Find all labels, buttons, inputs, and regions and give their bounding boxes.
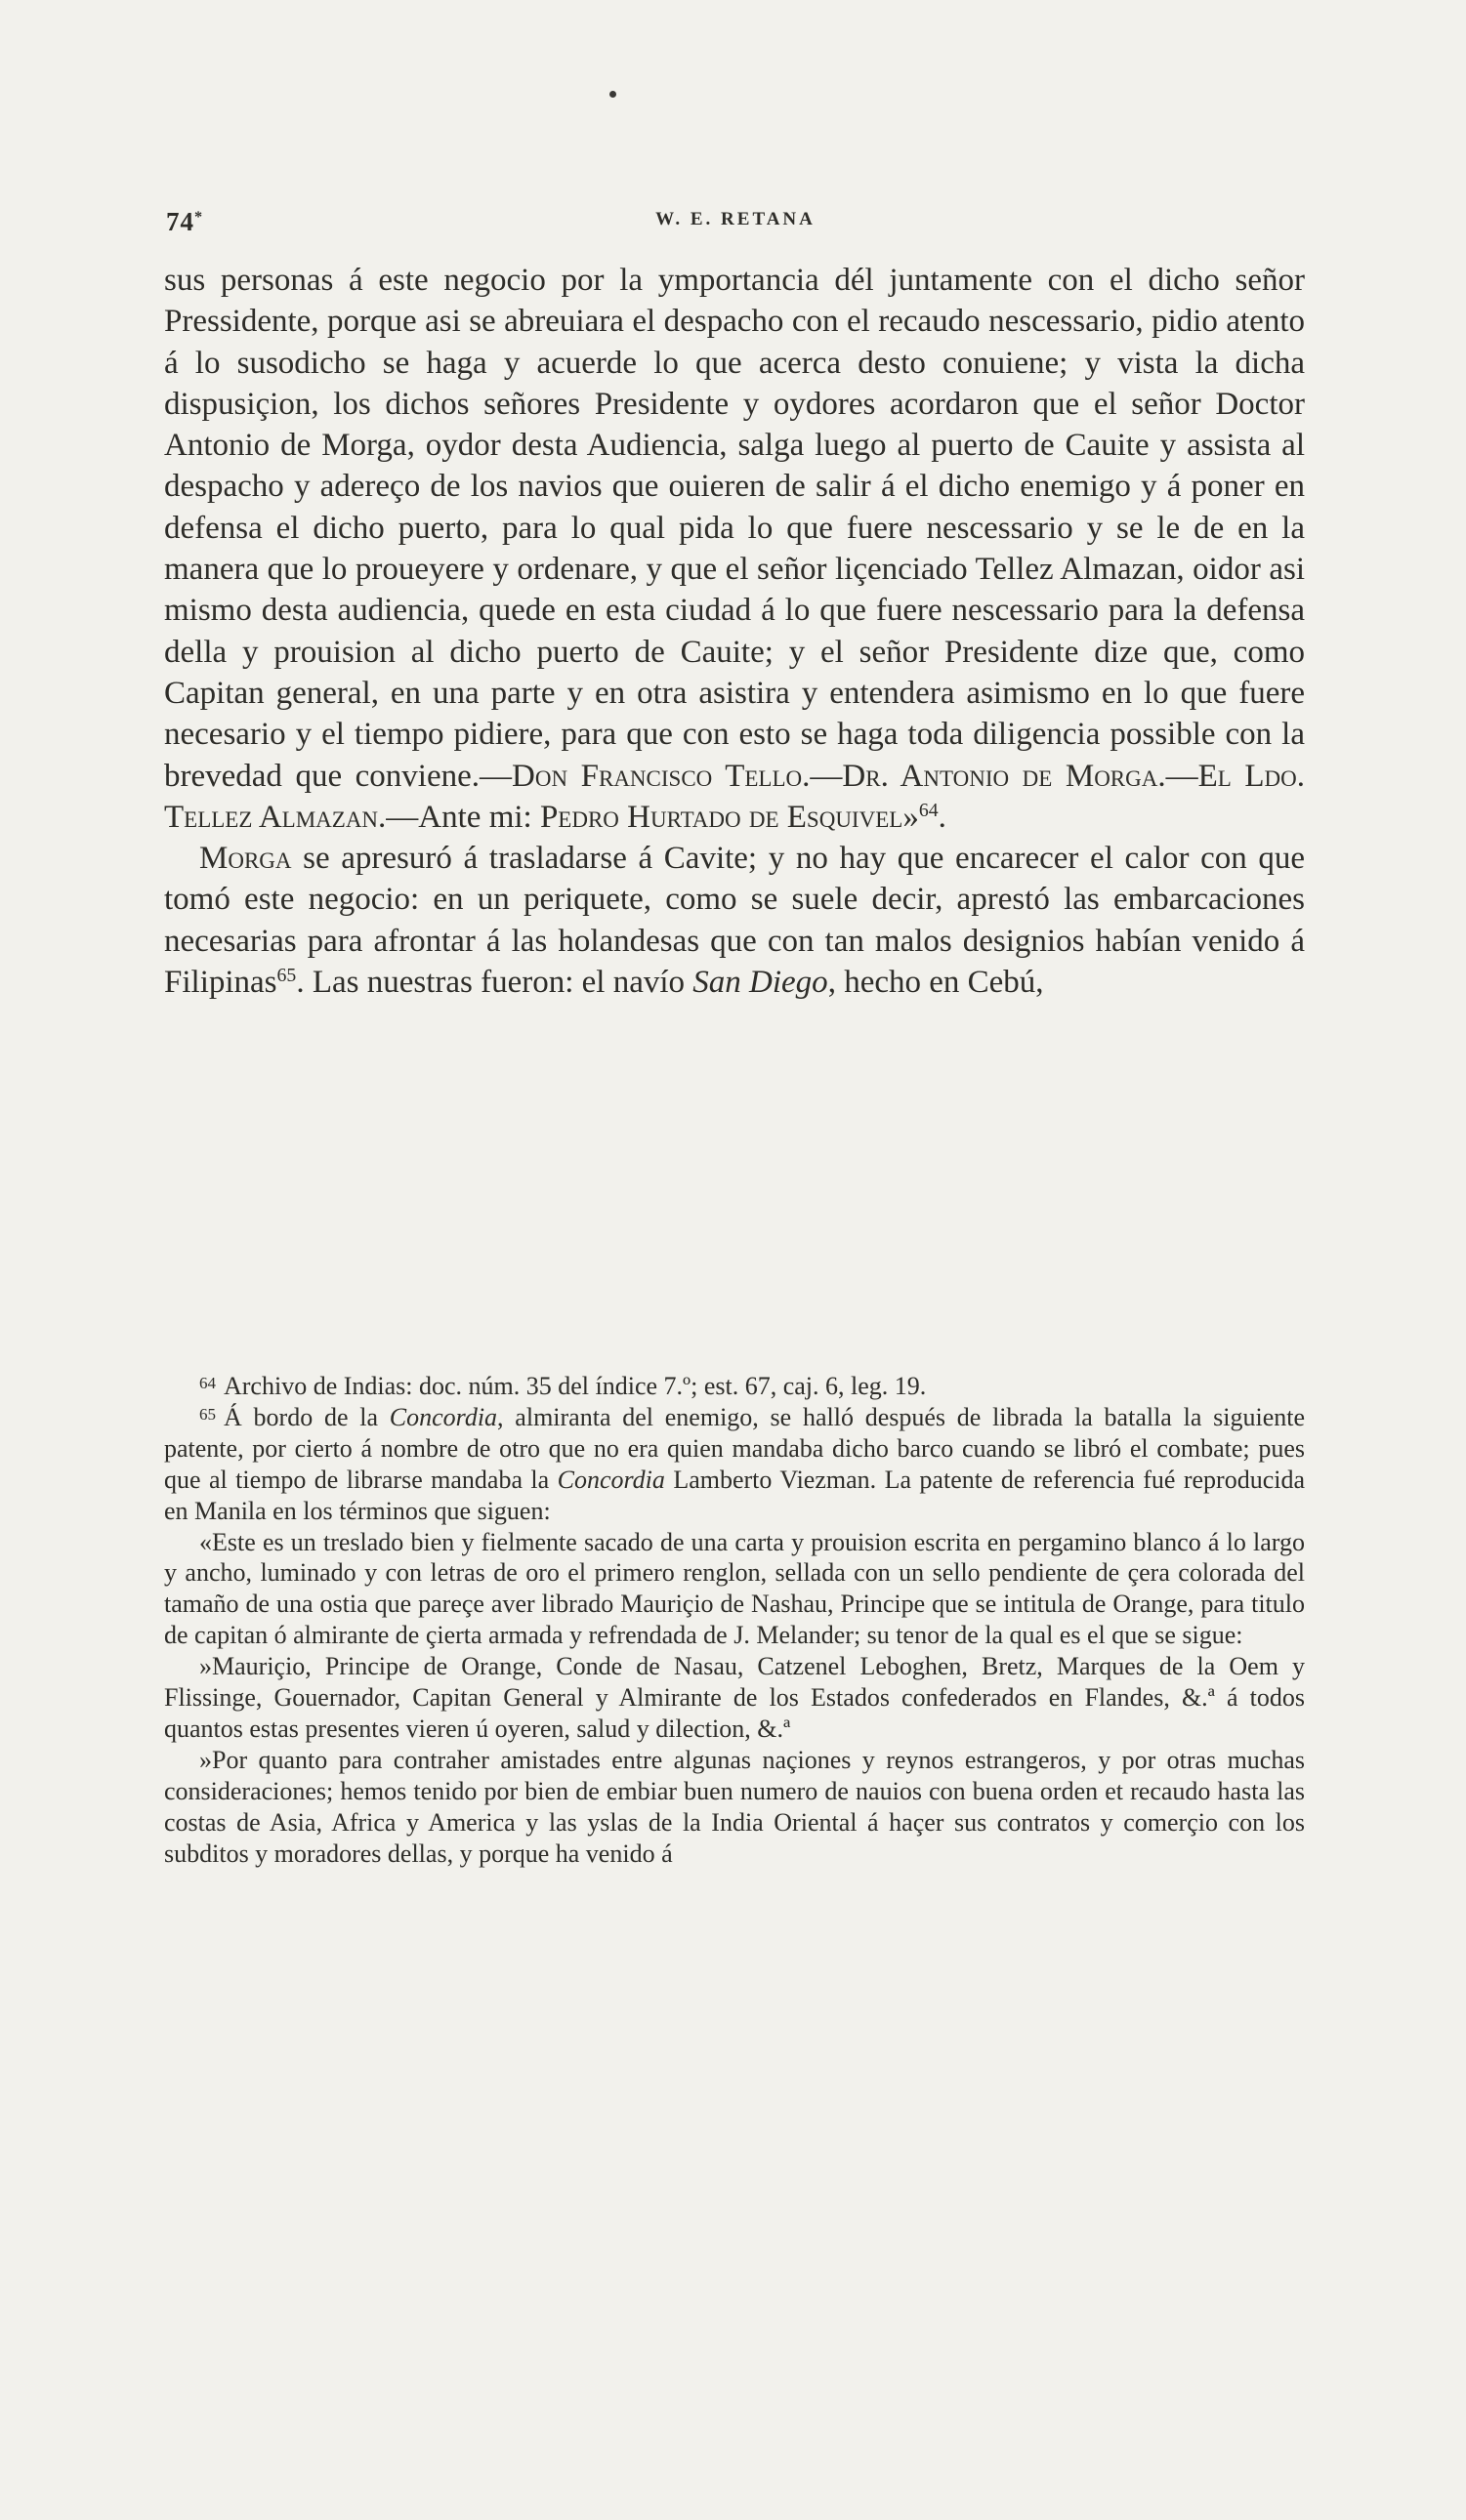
page-header	[166, 207, 1305, 246]
page-mark: *	[194, 208, 204, 227]
paragraph-document-quote: sus personas á este negocio por la ymportancia dél juntamente con el dicho señor Pressidente, porque asi se abreuiara el despacho con el recaudo nescessario, pidio atento á lo susodicho se haga y acuerde lo que acerca desto conuiene; y vista la dicha dispusiçion, los dichos señores Presidente y oydores acordaron que el señor Doctor Antonio de Morga, oydor desta Audiencia, salga luego al puerto de Cauite y assista al despacho y adereço de los navios que ouieren de salir á el dicho enemigo y á poner en defensa el dicho puerto, para lo qual pida lo que fuere nescessario y se le de en la manera que lo proueyere y ordenare, y que el señor liçenciado Tellez Almazan, oidor asi mismo desta audiencia, quede en esta ciudad á lo que fuere nescessario para la defensa della y prouision al dicho puerto de Cauite; y el señor Presidente dize que, como Capitan general, en una parte y en otra asistira y entendera asimismo en lo que fuere necesario y el tiempo pidiere, para que con esto se haga toda diligencia possible con la brevedad que conviene.—Don Francisco Tello.—Dr. Antonio de Morga.—El Ldo. Tellez Almazan.—Ante mi: Pedro Hurtado de Esquivel»$^{64}$.	[164, 263, 1306, 835]
quoted-paragraph: «Este es un treslado bien y fielmente sacado de una carta y prouision escrita en pergamino blanco á lo largo y ancho, luminado y con letras de oro el primero renglon, sellada con un sello pendiente de çera colorada del tamaño de una ostia que pareçe aver librado Mauriçio de Nashau, Principe que se intitula de Orange, para titulo de capitan ó almirante de çierta armada y refrendada de J. Melander; su tenor de la qual es el que se sigue:	[164, 1527, 1305, 1650]
ship-name: San Diego	[692, 965, 828, 1001]
signature-morga: Dr. Antonio de Morga.	[842, 758, 1166, 794]
name-morga: Morga	[199, 841, 292, 877]
running-head: W. E. RETANA	[655, 209, 816, 229]
footnote-64: $^{64}$ Archivo de Indias: doc. núm. 35 del índice 7.º; est. 67, caj. 6, leg. 19.	[199, 1372, 927, 1400]
quoted-paragraph: »Por quanto para contraher amistades entre algunas naçiones y reynos estrangeros, y por otras muchas consideraciones; hemos tenido por bien de embiar buen numero de nauios con buena orden et recaudo hasta las costas de Asia, Africa y America y las yslas de la India Oriental á haçer sus contratos y comerçio con los subditos y moradores dellas, y porque ha venido á	[164, 1745, 1305, 1868]
paragraph-morga: Morga se apresuró á trasladarse á Cavite; y no hay que encarecer el calor con que tomó este negocio: en un periquete, como se suele decir, aprestó las embarcaciones necesarias para afrontar á las holandesas que con tan malos designios habían venido á Filipinas$^{65}$. Las nuestras fueron: el navío San Diego, hecho en Cebú,	[164, 841, 1305, 1001]
quoted-paragraph: »Mauriçio, Principe de Orange, Conde de Nasau, Catzenel Leboghen, Bretz, Marques de la Oem y Flissinge, Gouernador, Capitan General y Almirante de los Estados confederados en Flandes, &.ª á todos quantos estas presentes vieren ú oyeren, salud y dilection, &.ª	[164, 1652, 1305, 1743]
footnotes	[164, 1371, 1305, 1870]
ship-name: Concordia	[389, 1402, 498, 1431]
footnote-number: 65	[199, 1404, 216, 1424]
footnote-ref-64: 64	[918, 799, 939, 821]
signature-almazan: El Ldo. Tellez Almazan.	[164, 758, 1306, 835]
footnote-65: $^{65}$ Á bordo de la Concordia, almiranta del enemigo, se halló después de librada la batalla la siguiente patente, por cierto á nombre de otro que no era quien mandaba dicho barco cuando se libró el combate; pues que al tiempo de librarse mandaba la Concordia Lamberto Viezman. La patente de referencia fué reproducida en Manila en los términos que siguen:	[164, 1402, 1306, 1525]
footnote-number: 64	[199, 1374, 216, 1393]
footnote-ref-65: 65	[276, 965, 297, 987]
body-text	[164, 260, 1305, 1003]
signature-tello: Don Francisco Tello.	[512, 758, 811, 794]
ink-dot	[609, 91, 616, 98]
signature-esquivel: Pedro Hurtado de Esquivel	[539, 799, 903, 835]
page-number: 74*	[166, 207, 204, 236]
ship-name: Concordia	[557, 1465, 665, 1494]
